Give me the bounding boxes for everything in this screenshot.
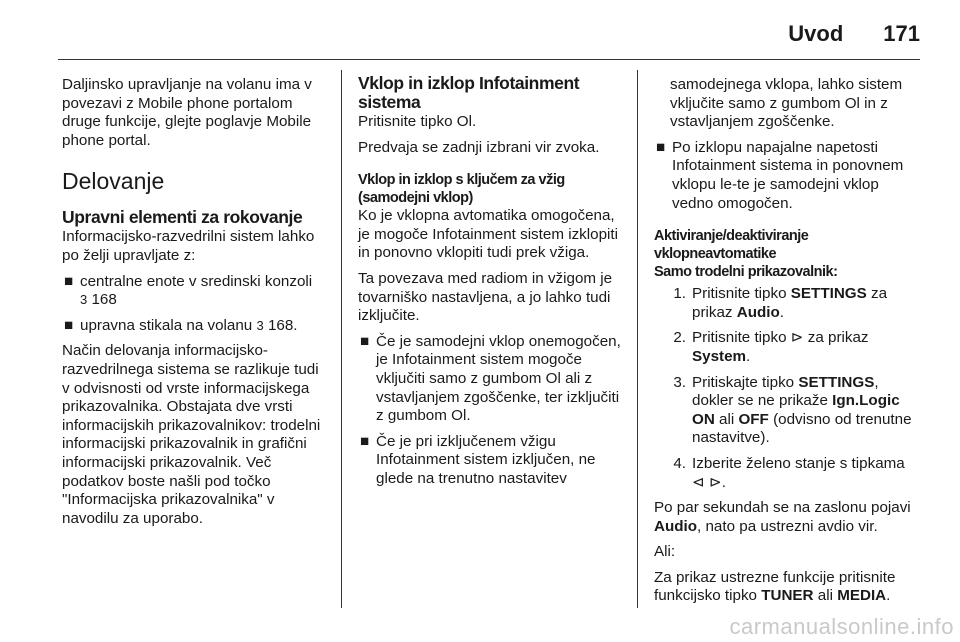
page-number: 171 [883,21,920,46]
page-ref: 168. [267,316,298,334]
paragraph: Način delovanja informacijsko-razvedrilnega sistema se razlikuje tudi v odvisnosti od vrste informacijskega prikazovalnika. Obstajata dve vrsti informacijskih prikazovalnikov: trodelni informacijski prikazovalnik in grafični informacijski prikazovalnik. Več podatkov boste našli pod točko "Informacijska prikazovalnika" v navodilu za uporabo. [62,342,321,527]
step-item: 3. Pritiskajte tipko SETTINGS, dokler se ne prikaže Ign.Logic ON ali OFF (odvisno od trenutne nastavitve). [673,373,912,447]
power-key: Ol [451,407,467,425]
page-ref-icon: 3 [256,317,264,333]
page-header [788,14,920,54]
subsection-heading: Vklop in izklop Infotainment sistema [358,73,580,112]
key-label: SETTINGS [798,373,875,391]
key-label: Ign.Logic ON [692,392,900,428]
bullet-icon: ■ [656,138,666,156]
key-label: SETTINGS [790,285,867,303]
column-1 [62,76,330,535]
paragraph: Po par sekundah se na zaslonu pojavi Audio, nato pa ustrezni avdio vir. [654,499,911,535]
next-arrow-icon: ⊳ [790,329,804,347]
subsection-heading: Samo trodelni prikazovalnik: [654,264,838,281]
list-item [654,139,924,213]
list-item-continuation: samodejnega vklopa, lahko sistem vključite samo z gumbom Ol in z vstavljanjem zgoščenke. [670,76,903,131]
page-ref: 168 [91,291,117,309]
key-label: OFF [738,410,769,428]
paragraph: Predvaja se zadnji izbrani vir zvoka. [358,138,600,156]
list-item [358,433,628,489]
list-item [62,317,330,336]
column-2 [358,74,628,496]
paragraph: Ta povezava med radiom in vžigom je tovarniško nastavljena, a jo lahko tudi izključite. [358,269,613,325]
list-item-text: centralne enote v sredinski konzoli [80,272,313,290]
header-rule [58,59,920,60]
key-label: Audio [654,517,698,535]
bullet-icon: ■ [64,316,74,334]
column-divider [341,70,342,608]
paragraph: Ko je vklopna avtomatika omogočena, je mogoče Infotainment sistem izklopiti in ponovno vklopiti tudi prek vžiga. [358,207,618,262]
list-item-text: Po izklopu napajalne napetosti Infotainment sistema in ponovnem vklopu le-te je samodejni vklop vedno omogočen. [672,138,904,212]
list-item-text: Če je pri izključenem vžigu Infotainment sistem izključen, ne glede na trenutno nastavitev [376,432,596,487]
column-divider [637,70,638,608]
paragraph: Pritisnite tipko Ol. [358,113,477,130]
key-label: MEDIA [837,587,887,605]
subsection-heading: Aktiviranje/deaktiviranje vklopneavtomatike [654,228,809,263]
paragraph: Za prikaz ustrezne funkcije pritisnite funkcijsko tipko TUNER ali MEDIA. [654,568,896,605]
section-title: Uvod [788,21,844,46]
step-item: 4. Izberite želeno stanje s tipkama ⊲ ⊳. [673,454,905,491]
bullet-icon: ■ [64,272,74,290]
section-heading: Delovanje [62,168,165,195]
subsection-heading: Vklop in izklop s ključem za vžig (samodejni vklop) [358,172,565,207]
paragraph: Informacijsko-razvedrilni sistem lahko po želji upravljate z: [62,228,315,264]
bullet-icon: ■ [360,432,370,450]
power-key: Ol [844,94,860,112]
column-3 [654,76,924,613]
list-item-text: upravna stikala na volanu [80,316,253,334]
paragraph: Ali: [654,543,676,561]
intro-paragraph: Daljinsko upravljanje na volanu ima v povezavi z Mobile phone portalom druge funkcije, glejte poglavje Mobile phone portal. [62,76,312,149]
bullet-icon: ■ [360,332,370,350]
prev-arrow-icon: ⊲ [692,473,705,491]
watermark: carmanualsonline.info [729,614,954,639]
power-key: Ol [545,369,561,387]
next-arrow-icon: ⊳ [708,473,722,491]
step-item: 2. Pritisnite tipko ⊳ za prikaz System. [673,329,869,365]
list-item: ■ Če je samodejni vklop onemogočen, je Infotainment sistem mogoče vključiti samo z gumbom Ol ali z vstavljanjem zgoščenke, ter izključiti z gumbom Ol. [360,332,621,425]
key-label: System [692,347,747,365]
power-key: Ol [456,113,472,130]
subsection-heading: Upravni elementi za rokovanje [62,207,303,228]
page-ref-icon: 3 [80,292,88,308]
step-item: 1. Pritisnite tipko SETTINGS za prikaz Audio. [673,285,888,321]
key-label: TUNER [761,587,814,605]
list-item [62,273,330,310]
key-label: Audio [736,303,780,321]
